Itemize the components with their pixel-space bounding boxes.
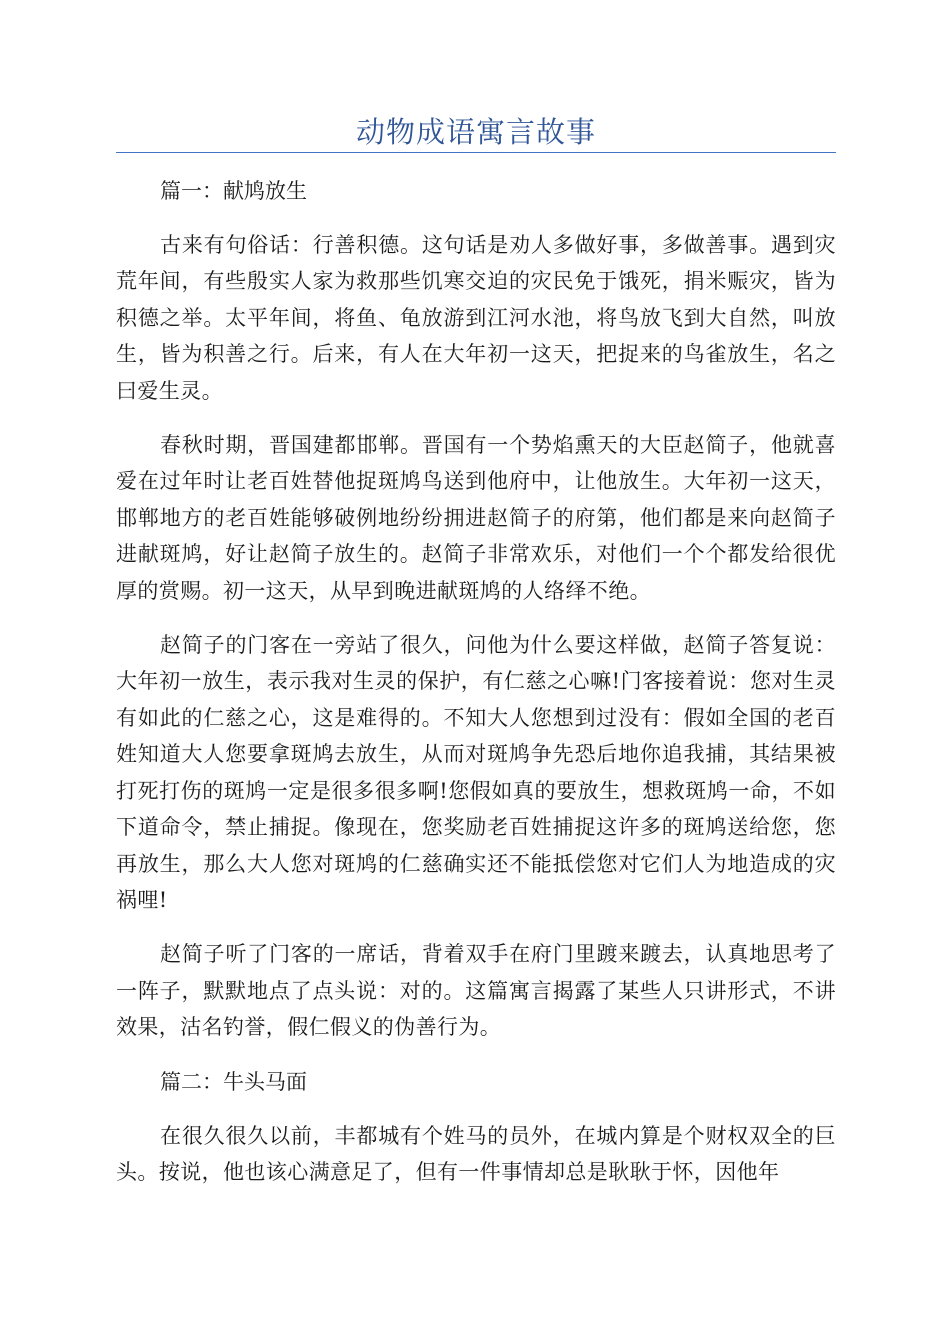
paragraph: 春秋时期，晋国建都邯郸。晋国有一个势焰熏天的大臣赵简子，他就喜爱在过年时让老百姓替他捉斑鸠鸟送到他府中，让他放生。大年初一这天，邯郸地方的老百姓能够破例地纷纷拥进赵简子的府第，他们都是来向赵简子进献斑鸠，好让赵简子放生的。赵简子非常欢乐，对他们一个个都发给很优厚的赏赐。初一这天，从早到晚进献斑鸠的人络绎不绝。 bbox=[116, 433, 836, 603]
paragraph: 古来有句俗话：行善积德。这句话是劝人多做好事，多做善事。遇到灾荒年间，有些殷实人家为救那些饥寒交迫的灾民免于饿死，捐米赈灾，皆为积德之举。太平年间，将鱼、龟放游到江河水池，将鸟放飞到大自然，叫放生，皆为积善之行。后来，有人在大年初一这天，把捉来的鸟雀放生，名之曰爱生灵。 bbox=[116, 233, 836, 403]
paragraph: 赵简子听了门客的一席话，背着双手在府门里踱来踱去，认真地思考了一阵子，默默地点了点头说：对的。这篇寓言揭露了某些人只讲形式，不讲效果，沽名钓誉，假仁假义的伪善行为。 bbox=[116, 942, 836, 1040]
document-title: 动物成语寓言故事 bbox=[355, 115, 596, 149]
document-page bbox=[116, 0, 836, 1344]
paragraph: 在很久很久以前，丰都城有个姓马的员外，在城内算是个财权双全的巨头。按说，他也该心满意足了，但有一件事情却总是耿耿于怀，因他年 bbox=[116, 1123, 836, 1184]
section-heading-2: 篇二：牛头马面 bbox=[160, 1069, 307, 1094]
paragraph: 赵简子的门客在一旁站了很久，问他为什么要这样做，赵简子答复说：大年初一放生，表示我对生灵的保护，有仁慈之心嘛!门客接着说：您对生灵有如此的仁慈之心，这是难得的。不知大人您想到过没有：假如全国的老百姓知道大人您要拿斑鸠去放生，从而对斑鸠争先恐后地你追我捕，其结果被打死打伤的斑鸠一定是很多很多啊!您假如真的要放生，想救斑鸠一命，不如下道命令，禁止捕捉。像现在，您奖励老百姓捕捉这许多的斑鸠送给您，您再放生，那么大人您对斑鸠的仁慈确实还不能抵偿您对它们人为地造成的灾祸哩! bbox=[116, 633, 836, 912]
section-heading-1: 篇一：献鸠放生 bbox=[160, 179, 307, 203]
title-underline bbox=[116, 152, 836, 153]
